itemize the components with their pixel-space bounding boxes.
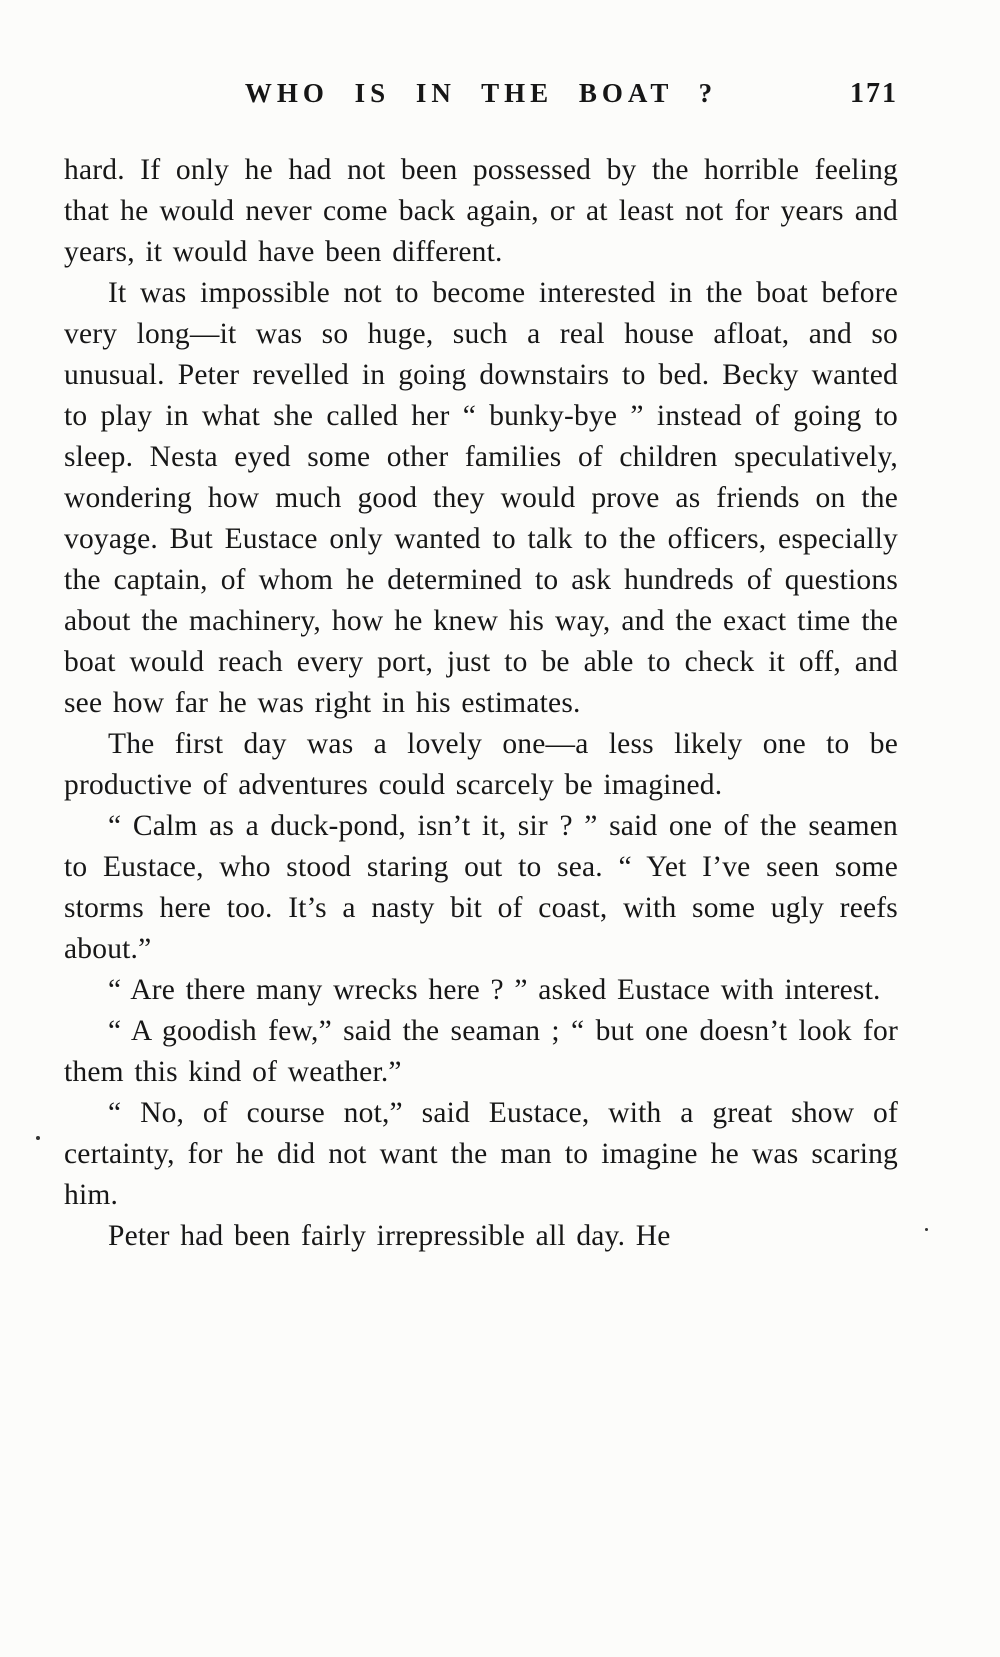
paragraph: The first day was a lovely one—a less likely one to be productive of adventures could scarcely be imagined. bbox=[64, 728, 898, 801]
paragraph: hard. If only he had not been possessed by the horrible feeling that he would never come back again, or at least not for years and years, it would have been different. bbox=[64, 154, 898, 268]
paragraph: “ No, of course not,” said Eustace, with a great show of certainty, for he did not want the man to imagine he was scaring him. bbox=[64, 1097, 898, 1211]
paragraph: “ A goodish few,” said the seaman ; “ but one doesn’t look for them this kind of weather.” bbox=[64, 1015, 898, 1088]
running-header-title: WHO IS IN THE BOAT ? bbox=[244, 78, 718, 108]
text-block bbox=[64, 150, 898, 1257]
page-header bbox=[64, 78, 898, 124]
page-number: 171 bbox=[850, 78, 898, 109]
paragraph: “ Calm as a duck-pond, isn’t it, sir ? ” said one of the seamen to Eustace, who stood staring out to sea. “ Yet I’ve seen some storms here too. It’s a nasty bit of coast, with some ugly reefs about.” bbox=[64, 810, 898, 965]
scan-speck bbox=[925, 1228, 928, 1231]
scan-speck bbox=[36, 1136, 40, 1140]
paragraph: “ Are there many wrecks here ? ” asked Eustace with interest. bbox=[108, 974, 881, 1006]
paragraph: Peter had been fairly irrepressible all day. He bbox=[108, 1220, 671, 1252]
paragraph: It was impossible not to become interested in the boat before very long—it was so huge, such a real house afloat, and so unusual. Peter revelled in going downstairs to bed. Becky wanted to play in what she called her “ bunky-bye ” instead of going to sleep. Nesta eyed some other families of children speculatively, wondering how much good they would prove as friends on the voyage. But Eustace only wanted to talk to the officers, especially the captain, of whom he determined to ask hundreds of questions about the machinery, how he knew his way, and the exact time the boat would reach every port, just to be able to check it off, and see how far he was right in his estimates. bbox=[64, 277, 898, 719]
